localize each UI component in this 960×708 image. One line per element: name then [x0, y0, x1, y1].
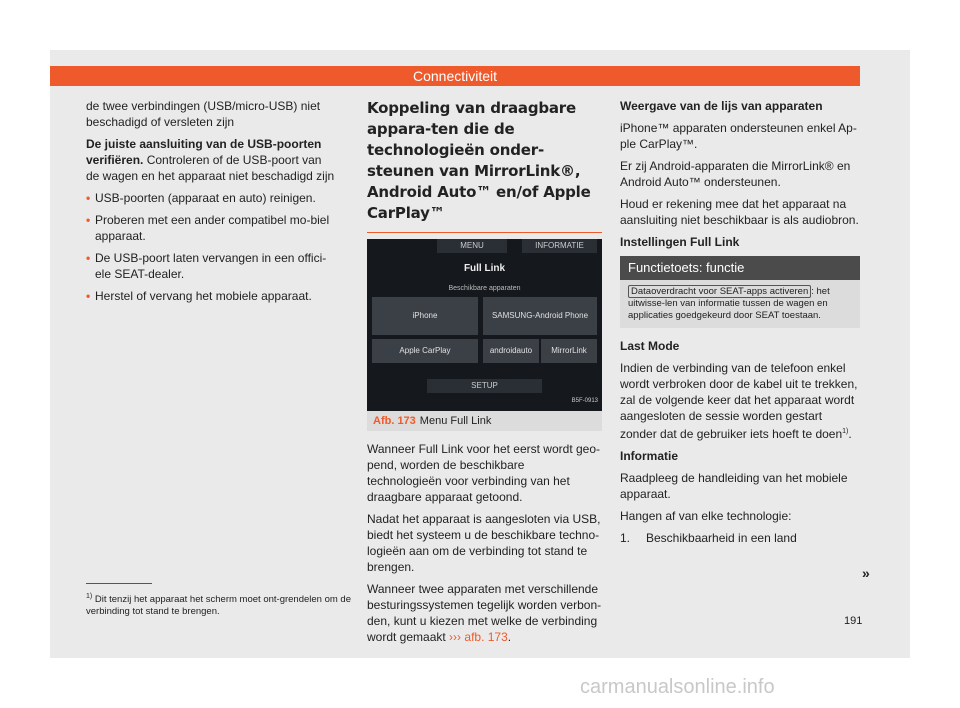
paragraph: Er zij Android-apparaten die MirrorLink® en Android Auto™ ondersteunen. [620, 159, 851, 189]
function-box [620, 256, 860, 328]
list-text: Beschikbaarheid in een land [646, 531, 797, 545]
page-number: 191 [844, 615, 863, 627]
section-heading: Koppeling van draagbare appara-ten die de technologieën onder-steunen van MirrorLink®, Android Auto™ en/of Apple CarPlay™ [367, 99, 591, 222]
paragraph: de twee verbindingen (USB/micro-USB) niet beschadigd of versleten zijn [86, 99, 321, 129]
bullet-item: • Proberen met een ander compatibel mo-biel apparaat. [86, 212, 338, 244]
subheading: Weergave van de lijs van apparaten [620, 99, 823, 113]
footnote-number: 1) [86, 593, 93, 600]
footnote-text: Dit tenzij het apparaat het scherm moet ont-grendelen om de verbinding tot stand te brengen. [86, 594, 351, 618]
bullet-item: • USB-poorten (apparaat en auto) reinigen. [86, 190, 338, 206]
function-box-title: Functietoets: functie [620, 256, 860, 280]
figure-link[interactable]: afb. 173 [464, 630, 508, 644]
check-title: De juiste aansluiting van de USB-poorten verifiëren. [86, 137, 322, 167]
column-middle [367, 98, 602, 651]
paragraph-end: . [507, 630, 512, 644]
screen-title: Full Link [463, 263, 506, 274]
screen-tile-samsung: SAMSUNG-Android Phone [483, 297, 597, 335]
function-key: Dataoverdracht voor SEAT-apps activeren [628, 285, 811, 298]
paragraph-text: Wanneer twee apparaten met verschillende besturingssystemen tegelijk worden verbon-den, kunt u kiezen met welke de verbinding wordt gemaakt [367, 582, 602, 644]
continue-marker: » [862, 565, 870, 581]
footnote-ref: 1) [842, 428, 849, 435]
function-box-body [620, 280, 860, 328]
paragraph: Wanneer Full Link voor het eerst wordt geo-pend, worden de beschikbare technologieën voor verbinding van het draagbare apparaat getoond. [367, 442, 600, 504]
paragraph: Houd er rekening mee dat het apparaat na aansluiting niet beschikbaar is als audiobron. [620, 197, 859, 227]
screen-subtitle: Beschikbare apparaten [448, 285, 521, 292]
section-header [50, 66, 860, 86]
bullet-item: • Herstel of vervang het mobiele apparaat. [86, 288, 338, 304]
paragraph [620, 360, 860, 442]
check-paragraph [86, 136, 338, 184]
screen-tile-mirrorlink: MirrorLink [541, 339, 597, 363]
list-number: 1. [620, 531, 631, 545]
column-left [86, 98, 338, 310]
paragraph: Raadpleeg de handleiding van het mobiele apparaat. [620, 471, 848, 501]
reference-arrow: ››› [449, 630, 462, 644]
full-link-screen-image [367, 239, 602, 411]
figure-caption [367, 411, 602, 431]
caption-number: Afb. 173 [373, 415, 416, 427]
paragraph: iPhone™ apparaten ondersteunen enkel Ap-ple CarPlay™. [620, 121, 857, 151]
caption-text: Menu Full Link [419, 415, 492, 427]
function-text: : het uitwisse-len van informatie tussen de wagen en applicaties goedgekeurd door SEAT toestaan. [628, 286, 830, 321]
paragraph: Hangen af van elke technologie: [620, 509, 792, 523]
paragraph: Nadat het apparaat is aangesloten via USB, biedt het systeem u de beschikbare techno-logieën aan om de verbinding tot stand te brengen. [367, 512, 601, 574]
paragraph-end: . [848, 427, 852, 441]
subheading: Informatie [620, 449, 679, 463]
subheading: Instellingen Full Link [620, 235, 740, 249]
list-item [620, 530, 860, 546]
screen-menu-tab: MENU [437, 239, 507, 253]
screen-tile-androidauto: androidauto [483, 339, 539, 363]
screen-setup-tab: SETUP [427, 379, 542, 393]
subheading: Last Mode [620, 339, 680, 353]
image-code: B5F-0913 [571, 398, 598, 404]
paragraph-text: Indien de verbinding van de telefoon enkel wordt verbroken door de kabel uit te trekken, zal de volgende keer dat het apparaat wordt aangesloten de sessie worden gestart zonder dat de gebruiker iets hoeft te doen [620, 361, 858, 441]
check-text: Controleren of de USB-poort van de wagen en het apparaat niet beschadigd zijn [86, 153, 335, 183]
footnote [86, 591, 356, 618]
footnote-rule [86, 583, 152, 584]
column-right [620, 98, 860, 546]
screen-tile-iphone: iPhone [372, 297, 478, 335]
bullet-item: • De USB-poort laten vervangen in een offici-ele SEAT-dealer. [86, 250, 338, 282]
screen-tile-carplay: Apple CarPlay [372, 339, 478, 363]
watermark: carmanualsonline.info [580, 676, 775, 698]
section-title: Connectiviteit [412, 68, 498, 84]
paragraph [367, 581, 602, 645]
screen-info-tab: INFORMATIE [522, 239, 597, 253]
heading-rule [367, 232, 602, 233]
